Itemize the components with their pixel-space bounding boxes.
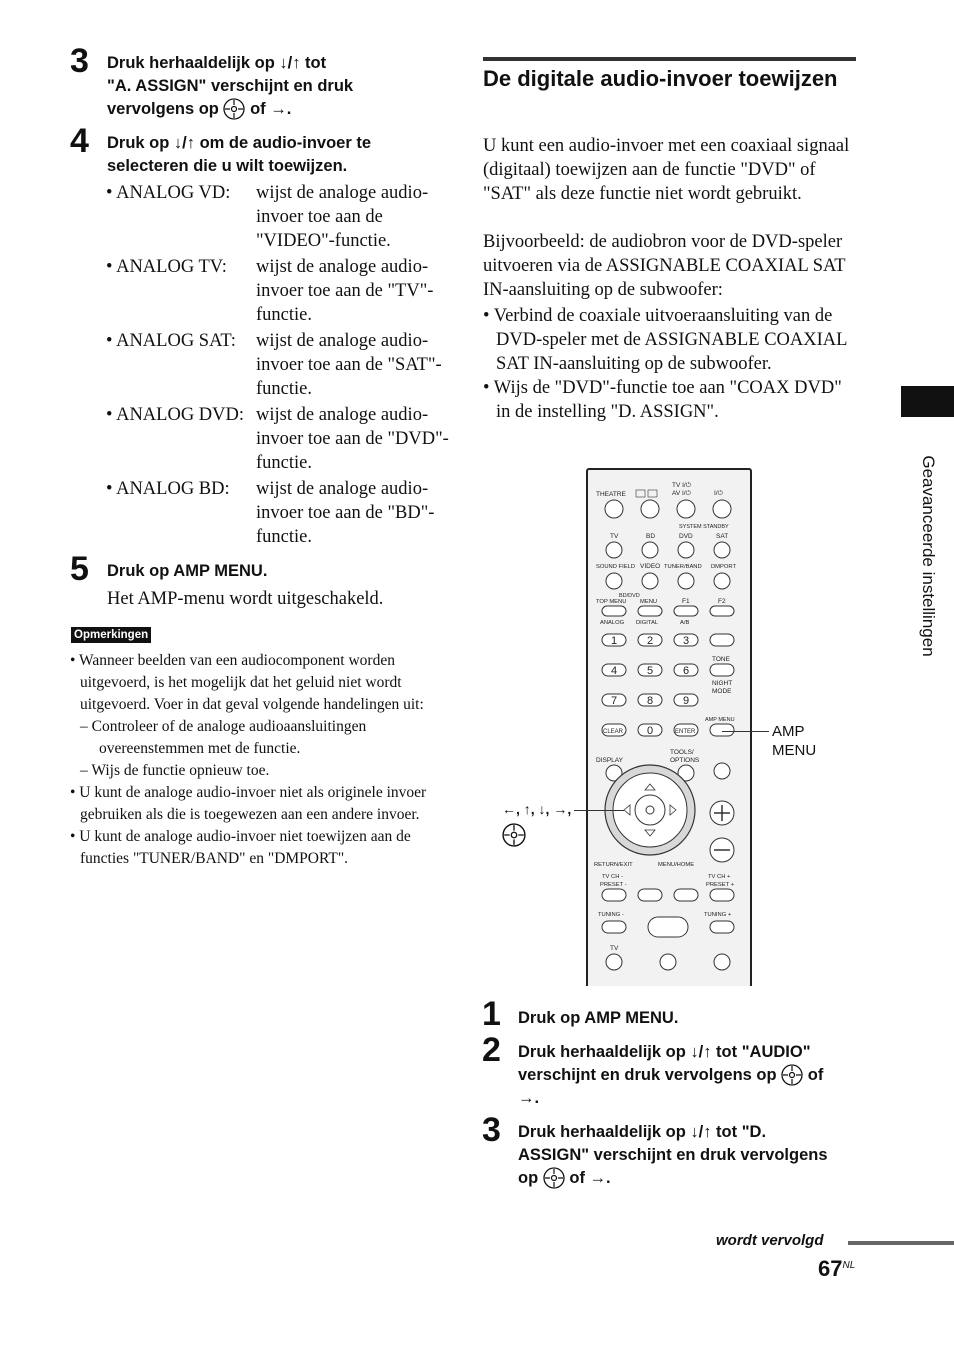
step-number: 2 [482, 1031, 501, 1069]
remote-label-menu-home: MENU/HOME [658, 862, 695, 868]
remote-label-standby: SYSTEM STANDBY [679, 524, 729, 530]
svg-text:7: 7 [611, 695, 618, 707]
remote-label-video: VIDEO [640, 563, 661, 570]
section-heading: De digitale audio-invoer toewijzen [483, 66, 838, 91]
analog-options-list: • ANALOG VD: wijst de analoge audio-invoer toe aan de "VIDEO"-functie. • ANALOG TV: wijst de analoge audio-invoer toe aan de "TV"-functie. • ANALOG SAT: wijst de analoge audio-invoer toe aan de "SAT"-functie. • ANALOG DVD: wijst de analoge audio-invoer toe aan de "DVD"-functie. • ANALOG BD: wijst de analoge audio-invoer toe aan de "BD"-functie. [106, 183, 449, 547]
remote-label-power: I/⏻ [714, 490, 723, 497]
remote-label-tone: TONE [712, 656, 730, 663]
remote-control-illustration [586, 468, 754, 986]
remote-label-amp-menu: AMP MENU [705, 717, 735, 723]
step-line: Druk op ↓/↑ om de audio-invoer te [107, 134, 372, 152]
remote-label-ab: A/B [680, 620, 690, 626]
remote-label-tuner-band: TUNER/BAND [664, 564, 702, 570]
step-line: Druk herhaaldelijk op ↓/↑ tot "D. [518, 1123, 767, 1141]
remote-label-preset-minus: PRESET - [600, 882, 627, 888]
step-line: →. [518, 1089, 540, 1107]
page-number [818, 1256, 855, 1282]
svg-text:0: 0 [647, 725, 654, 737]
bullet-item: • Verbind de coaxiale uitvoeraansluiting van de DVD-speler met de ASSIGNABLE COAXIAL SAT IN-aansluiting op de subwoofer. [483, 306, 847, 374]
note-item: • U kunt de analoge audio-invoer niet als originele invoer gebruiken als die is toegewezen aan een andere invoer. [70, 784, 427, 823]
intro-paragraph: U kunt een audio-invoer met een coaxiaal signaal (digitaal) toewijzen aan de functie "DVD" of "SAT" als deze functie niet wordt gebruikt. [483, 136, 850, 204]
section-tab-marker [901, 386, 954, 417]
note-subitem: – Wijs de functie opnieuw toe. [80, 762, 270, 779]
svg-text:1: 1 [611, 635, 618, 647]
step-result: Het AMP-menu wordt uitgeschakeld. [107, 589, 384, 609]
svg-text:CLEAR: CLEAR [603, 729, 624, 735]
step-instruction: Druk op AMP MENU. [518, 1009, 679, 1027]
svg-text:8: 8 [647, 695, 654, 707]
continued-rule [848, 1241, 954, 1245]
remote-label-av-power: AV I/⏻ [672, 490, 691, 497]
jog-enter-icon [543, 1167, 565, 1189]
bullet-list [483, 304, 858, 424]
step-line: ASSIGN" verschijnt en druk vervolgens [518, 1146, 828, 1164]
notes-title-badge: Opmerkingen [71, 627, 151, 643]
step-instruction [107, 52, 353, 121]
note-item: • U kunt de analoge audio-invoer niet toewijzen aan de functies "TUNER/BAND" en "DMPORT". [70, 828, 411, 867]
jog-enter-icon [223, 98, 245, 120]
svg-text:9: 9 [683, 695, 690, 707]
step-line: selecteren die u wilt toewijzen. [107, 157, 348, 175]
step-instruction [107, 132, 371, 178]
svg-text:6: 6 [683, 665, 690, 677]
notes-list [70, 650, 445, 870]
page-suffix: NL [842, 1260, 856, 1271]
remote-label-menu: MENU [640, 599, 658, 605]
svg-text:ENTER: ENTER [675, 729, 696, 735]
step-line: Druk herhaaldelijk op ↓/↑ tot [107, 54, 327, 72]
step-instruction [518, 1041, 823, 1110]
step-number: 4 [70, 122, 89, 160]
heading-rule [483, 57, 856, 61]
remote-label-mode: MODE [712, 688, 732, 695]
step-line: "A. ASSIGN" verschijnt en druk [107, 77, 354, 95]
remote-label-bd: BD [646, 533, 656, 540]
example-paragraph: Bijvoorbeeld: de audiobron voor de DVD-speler uitvoeren via de ASSIGNABLE COAXIAL SAT IN-aansluiting op de subwoofer: [483, 232, 846, 300]
step-line: vervolgens op of →. [107, 100, 292, 118]
remote-label-digital: DIGITAL [636, 620, 659, 626]
remote-label-bddvd: BD/DVD [619, 593, 640, 599]
callout-amp-menu [772, 722, 816, 760]
step-number: 1 [482, 995, 501, 1033]
remote-label-tools: TOOLS/ [670, 749, 694, 756]
remote-label-tv-bottom: TV [610, 945, 619, 952]
step-instruction: Druk op AMP MENU. [107, 562, 268, 580]
sidebar-section-label: Geavanceerde instellingen [919, 455, 938, 657]
bullet-item: • Wijs de "DVD"-functie toe aan "COAX DVD" in de instelling "D. ASSIGN". [483, 378, 842, 422]
svg-text:4: 4 [611, 665, 618, 677]
remote-label-preset-plus: PRESET + [706, 882, 735, 888]
step-number: 3 [70, 42, 89, 80]
remote-label-tuning-minus: TUNING - [598, 912, 624, 918]
callout-line-amp-menu [722, 731, 769, 732]
remote-label-sat: SAT [716, 533, 729, 540]
callout-text: MENU [772, 742, 817, 759]
remote-label-display: DISPLAY [596, 757, 623, 764]
svg-text:3: 3 [683, 635, 690, 647]
remote-label-f1: F1 [682, 598, 690, 605]
callout-text: AMP [772, 723, 805, 740]
jog-enter-icon [502, 823, 526, 847]
remote-label-f2: F2 [718, 598, 726, 605]
note-item: • Wanneer beelden van een audiocomponent worden uitgevoerd, is het mogelijk dat het geluid niet wordt uitgevoerd. Voer in dat geval volgende handelingen uit: [70, 652, 424, 713]
note-subitem: – Controleer of de analoge audioaansluitingen overeenstemmen met de functie. [80, 718, 367, 757]
remote-label-tvch-minus: TV CH - [602, 874, 623, 880]
step-line: Druk herhaaldelijk op ↓/↑ tot "AUDIO" [518, 1043, 811, 1061]
page-number-value: 67 [818, 1256, 843, 1281]
remote-label-theatre: THEATRE [596, 491, 626, 498]
callout-arrows: ←, ↑, ↓, →, [502, 801, 572, 817]
step-line: verschijnt en druk vervolgens op of [518, 1066, 824, 1084]
continued-label: wordt vervolgd [716, 1232, 824, 1249]
svg-text:5: 5 [647, 665, 654, 677]
remote-label-dvd: DVD [679, 533, 693, 540]
remote-label-tv: TV [610, 533, 619, 540]
step-number: 3 [482, 1111, 501, 1149]
remote-label-tv-power: TV I/⏻ [672, 482, 691, 489]
remote-label-options: OPTIONS [670, 757, 700, 764]
step-number: 5 [70, 550, 89, 588]
remote-label-sound-field: SOUND FIELD [596, 564, 635, 570]
remote-label-dmport: DMPORT [711, 564, 737, 570]
remote-label-analog: ANALOG [600, 620, 625, 626]
callout-line-arrows [574, 810, 624, 811]
step-instruction [518, 1121, 828, 1190]
remote-label-return: RETURN/EXIT [594, 862, 633, 868]
svg-text:2: 2 [647, 635, 654, 647]
step-line: op of →. [518, 1169, 611, 1187]
remote-label-tuning-plus: TUNING + [704, 912, 732, 918]
remote-label-top-menu: TOP MENU [596, 599, 627, 605]
remote-label-tvch-plus: TV CH + [708, 874, 731, 880]
remote-label-night: NIGHT [712, 680, 733, 687]
jog-enter-icon [781, 1064, 803, 1086]
